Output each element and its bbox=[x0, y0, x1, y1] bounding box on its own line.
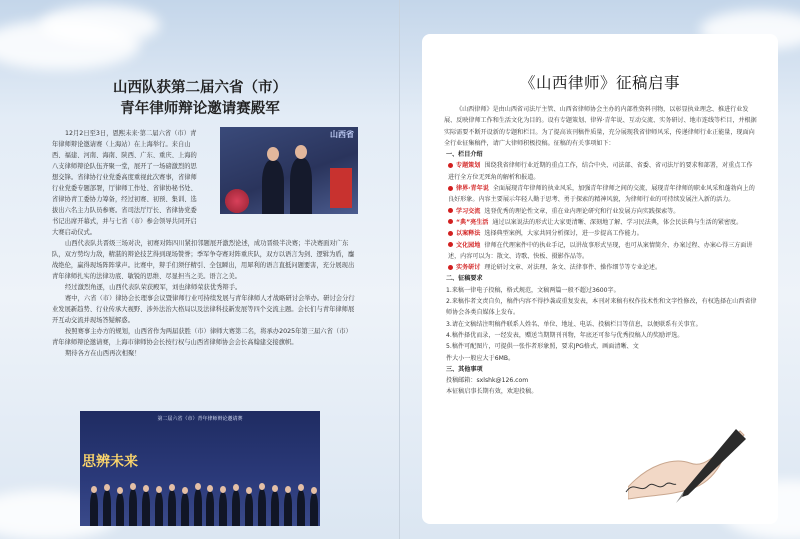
section-heading: 一、栏目介绍 bbox=[446, 151, 483, 159]
bullet-icon bbox=[448, 242, 453, 247]
bullet-icon bbox=[448, 219, 453, 224]
article-title-line2: 青年律师辩论邀请赛殿军 bbox=[120, 100, 280, 117]
section-heading: 三、其他事项 bbox=[446, 365, 483, 373]
bullet-icon bbox=[448, 208, 453, 213]
article-paragraph: 期待各方在山西再次相聚！ bbox=[65, 350, 141, 357]
person-figure bbox=[290, 158, 312, 214]
requirement-item: 1.来稿一律电子投稿，格式规范，文稿两篇一般不超过3600字。 bbox=[446, 286, 620, 294]
cloud-decoration bbox=[40, 5, 160, 45]
article-paragraph: 按照赛事主办方的规划，山西省作为两届获胜（市）律师大赛第二名，将承办2025年第三届六省（市）青年律师辩论邀请赛，上海市律师协会长按行权与山西省律师协会会长高翰建交接旗帜。 bbox=[52, 328, 352, 346]
article-paragraph: 赛中，六省（市）律协会长理事会议暨律师行业可持续发展与青年律师人才战略研讨会举办。研讨会分行业发展新趋势、行业传承大视野、涉外法治大格局以及法律科技新发展等四个交流主题。会长们与青年律师展开互动交流并现场答疑解惑。 bbox=[52, 295, 355, 324]
requirement-item: 2.来稿作者文责自负，稿件内容不得抄袭或重复发表，本刊对来稿有权作技术性和文字性修改，有权选择在山西省律师协会各类自媒体上发布。 bbox=[446, 298, 757, 317]
group-people bbox=[90, 476, 318, 526]
column-item: 实务研讨 理论研讨文章、对法理、条文、法律事件、操作细节等专业论述。 bbox=[448, 262, 758, 273]
column-item: 文化园地 律师在代理案件中的执业手记，以讲故事形式呈现，也可从案情简介、办案过程、办案心得三方面讲述，内容可以为：散文、诗歌、快板、摄影作品等。 bbox=[448, 241, 753, 260]
article-paragraph: 山西代表队共晋级三场对决，初赛对阵四川紧扣邻题展开激烈论述，成功晋级半决赛；半决赛面对广东队，双方势均力敌，精湛的辩论技艺得到现场赞誉；季军争夺赛对阵重庆队，双方以语言为剑、逻辑为盾，鏖战绝伦，赢得现场阵阵掌声。比赛中，辩手们须仔精引、全包瞬出，用犀利的语言直抵问题要害，充分展现出青年律师扎实的法律功底、敏锐的思维、尽显担当之美。语言之美。 bbox=[52, 240, 355, 280]
column-item: 律界·青年说 全面展现青年律师的执业风采，加强青年律师之间的交流，展现青年律师的职业风采和蓬勃向上的良好形象。内容主要展示年轻人勤于思考、勇于探索的精神风貌，为律师行业的可持续发展注入新的活力。 bbox=[448, 185, 755, 204]
signature-scribble-icon bbox=[624, 478, 678, 496]
column-item: 以案释法 选择典型案例，大家共同分析探讨，进一步提高工作能力。 bbox=[448, 228, 758, 239]
intro-paragraph: 《山西律师》是由山西省司法厅主管、山西省律师协会主办的内部性资料刊物，以彰显执业理念、推进行业发展、反映律师工作和生活文化为目的。设有专题策划、律界·青年说、互动交流、实务研讨、地市连线等栏目，并根据实际需要不断开设新的专题和栏目。为了提高该刊稿件质量，充分展现我省律师风采，传递律师行业正能量，现面向全行业征集稿件，请广大律师积极投稿。征稿的有关事项如下： bbox=[444, 106, 757, 147]
flowers-image bbox=[222, 188, 252, 214]
article-paragraph: 12月2日至3日，恩熙未来·第二届六省（市）青年律师辩论邀请赛（上海站）在上海举行。来自山西、福建、河南、海南、陕西、广东、重庆、上海的八支律师辩论队伍齐聚一堂，展开了一场磅激烈的思想交锋。省律协行业党委高度重视此次赛事，省律师行业党委专题部署，厅律师工作处、省律协秘书处、省律协青工委协力筹备，经过初赛、初预、集训、选拔出六名主力队员参赛。省司法厅厅长、省律协党委书记出席开幕式，并与七省（市）参会领导共同开启大赛启动仪式。 bbox=[52, 130, 197, 236]
flag-image bbox=[330, 168, 352, 208]
requirement-item: 5.稿件可配图片，可提供一张作者形象照，要求JPG格式，画面清晰、文件大小一般应大于6MB。 bbox=[446, 343, 639, 362]
column-item: 学习交流 选登优秀的理论性文章，重在业内理论研究和行业发展方向实践探索等。 bbox=[448, 206, 758, 217]
closing-line: 本征稿启事长期有效，欢迎投稿。 bbox=[446, 388, 538, 396]
bullet-icon bbox=[448, 265, 453, 270]
column-item: 专题策划 围绕我省律师行业近期的重点工作，结合中央、司法部、省委、省司法厅的要求和部署，对重点工作进行全方位无死角的解析和报道。 bbox=[448, 162, 753, 181]
calligraphy-logo: 思辨未来 bbox=[82, 454, 138, 470]
bullet-icon bbox=[448, 163, 453, 168]
person-figure bbox=[262, 160, 284, 214]
photo-screen-text: 山西省 bbox=[330, 129, 354, 139]
call-for-papers-title: 《山西律师》征稿启事 bbox=[519, 74, 680, 92]
column-item: “典”亮生活 通过以案说法的形式让大家更清晰、深刻地了解、学习民法典，体会民法典与生活的紧密度。 bbox=[448, 217, 758, 228]
article-paragraph: 经过激烈角逐，山西代表队荣获殿军，刘也律师荣获优秀辩手。 bbox=[65, 284, 242, 291]
photo-group bbox=[80, 411, 320, 526]
call-for-papers-body bbox=[444, 104, 758, 398]
email-line: 投稿邮箱：sxlshk@126.com bbox=[446, 377, 529, 385]
bullet-icon bbox=[448, 186, 453, 191]
stage-banner-text: 第二届六省（市）青年律师辩论邀请赛 bbox=[157, 416, 243, 422]
requirement-item: 4.稿件择优而录，一经发表，赠送当期期刊刊物，年底还可参与优秀投稿人的奖励评选。 bbox=[446, 331, 684, 339]
requirement-item: 3.请在文稿结注明稿件联系人姓名、单位、地址、电话、投稿栏目等信息，以便联系有关事宜。 bbox=[446, 320, 702, 328]
section-heading: 二、征稿要求 bbox=[446, 275, 483, 283]
bullet-icon bbox=[448, 231, 453, 236]
photo-award-handshake bbox=[220, 127, 358, 214]
article-title-line1: 山西队获第二届六省（市） bbox=[113, 79, 287, 96]
